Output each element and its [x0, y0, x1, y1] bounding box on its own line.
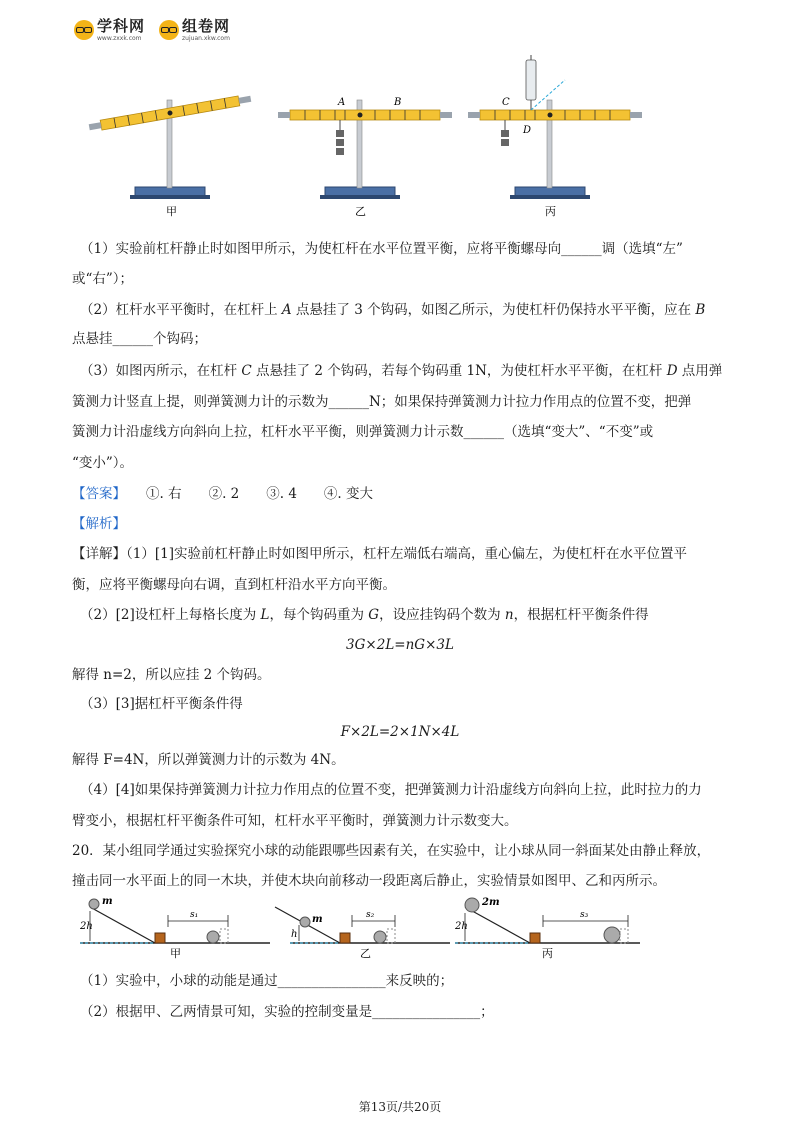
lever-figures-svg [80, 55, 740, 220]
answer-label: 【答案】 [72, 486, 126, 502]
equation-2: F×2L=2×1N×4L [340, 724, 460, 740]
caption-bing: 丙 [545, 205, 556, 218]
lever-figures [80, 55, 740, 220]
ramp-caption-jia: 甲 [170, 947, 181, 960]
q19-part1-line1: （1）实验前杠杆静止时如图甲所示，为使杠杆在水平位置平衡，应将平衡螺母向______调（选填“左” [80, 241, 683, 257]
logo-url: www.zxxk.com [97, 34, 142, 42]
label-C: C [502, 97, 510, 108]
equation-1: 3G×2L=nG×3L [346, 637, 454, 653]
label-B: B [394, 97, 402, 108]
mass-label-jia: m [102, 896, 113, 907]
lever-fig-bing [468, 55, 642, 199]
logo-face-icon [74, 20, 94, 40]
detail-4-line1: （4）[4]如果保持弹簧测力计拉力作用点的位置不变，把弹簧测力计沿虚线方向斜向上拉，此时拉力的力 [80, 782, 702, 798]
detail-2-line1: （2）[2]设杠杆上每格长度为 L，每个钩码重为 G，设应挂钩码个数为 n，根据杠杆平衡条件得 [80, 607, 649, 623]
height-label-yi: h [291, 929, 298, 940]
q19-part3-line4: “变小”）。 [72, 455, 134, 471]
q19-part3-line1: （3）如图丙所示，在杠杆 C 点悬挂了 2 个钩码，若每个钩码重 1N，为使杠杆水平平衡，在杠杆 D 点用弹 [80, 363, 723, 379]
height-label-jia: 2h [80, 921, 93, 932]
detail-3-result: 解得 F=4N，所以弹簧测力计的示数为 4N。 [72, 752, 345, 768]
label-D: D [523, 125, 532, 136]
q20-stem-line2: 撞击同一水平面上的同一木块，并使木块向前移动一段距离后静止，实验情景如图甲、乙和丙所示。 [72, 873, 666, 889]
detail-2-result: 解得 n=2，所以应挂 2 个钩码。 [72, 667, 271, 683]
height-label-bing: 2h [455, 921, 468, 932]
distance-label-bing: s₃ [580, 910, 589, 920]
ramp-fig-yi [275, 907, 450, 943]
q19-part2-line2: 点悬挂______个钩码； [72, 331, 207, 347]
mass-label-bing: 2m [482, 897, 500, 908]
ramp-figures-svg [80, 895, 640, 965]
q20-part2: （2）根据甲、乙两情景可知，实验的控制变量是________________； [80, 1004, 494, 1020]
label-A: A [338, 97, 346, 108]
logo-name: 学科网 [97, 16, 146, 35]
detail-3-line1: （3）[3]据杠杆平衡条件得 [80, 696, 243, 712]
detail-4-line2: 臂变小，根据杠杆平衡条件可知，杠杆水平平衡时，弹簧测力计示数变大。 [72, 813, 518, 829]
q19-part3-line3: 簧测力计沿虚线方向斜向上拉，杠杆水平平衡，则弹簧测力计示数______（选填“变大”、“不变”或 [72, 424, 654, 440]
q20-stem-line1: 20．某小组同学通过实验探究小球的动能跟哪些因素有关，在实验中，让小球从同一斜面某处由静止释放， [72, 843, 711, 859]
logo-zujuanwang [159, 16, 231, 42]
header-logos [74, 10, 244, 50]
ramp-caption-yi: 乙 [360, 947, 371, 960]
detail-1-line2: 衡，应将平衡螺母向右调，直到杠杆沿水平方向平衡。 [72, 577, 396, 593]
logo-xuekewang [74, 16, 146, 42]
logo-name: 组卷网 [182, 16, 231, 35]
answer-text: ①. 右 ②. 2 ③. 4 ④. 变大 [146, 486, 374, 502]
q19-part2-line1: （2）杠杆水平平衡时，在杠杆上 A 点悬挂了 3 个钩码，如图乙所示，为使杠杆仍保持水平平衡，应在 B [80, 302, 706, 318]
q19-part3-line2: 簧测力计竖直上提，则弹簧测力计的示数为______N；如果保持弹簧测力计拉力作用点的位置不变，把弹 [72, 394, 692, 410]
distance-label-yi: s₂ [366, 910, 375, 920]
q20-part1: （1）实验中，小球的动能是通过________________来反映的； [80, 973, 454, 989]
lever-fig-jia [88, 94, 251, 199]
ramp-caption-bing: 丙 [542, 947, 553, 960]
logo-face-icon [159, 20, 179, 40]
caption-jia: 甲 [166, 205, 177, 218]
ramp-figures [80, 895, 640, 965]
distance-label-jia: s₁ [190, 910, 199, 920]
detail-1-line1: 【详解】（1）[1]实验前杠杆静止时如图甲所示，杠杆左端低右端高，重心偏左，为使杠杆在水平位置平 [72, 546, 687, 562]
logo-url: zujuan.xkw.com [182, 34, 230, 42]
analysis-label: 【解析】 [72, 516, 126, 532]
q19-part1-line2: 或“右”）； [72, 271, 134, 287]
page-number: 第13页/共20页 [358, 1100, 442, 1114]
mass-label-yi: m [312, 914, 323, 925]
caption-yi: 乙 [355, 205, 366, 218]
q19-answer [72, 484, 744, 504]
lever-fig-yi [278, 100, 452, 199]
